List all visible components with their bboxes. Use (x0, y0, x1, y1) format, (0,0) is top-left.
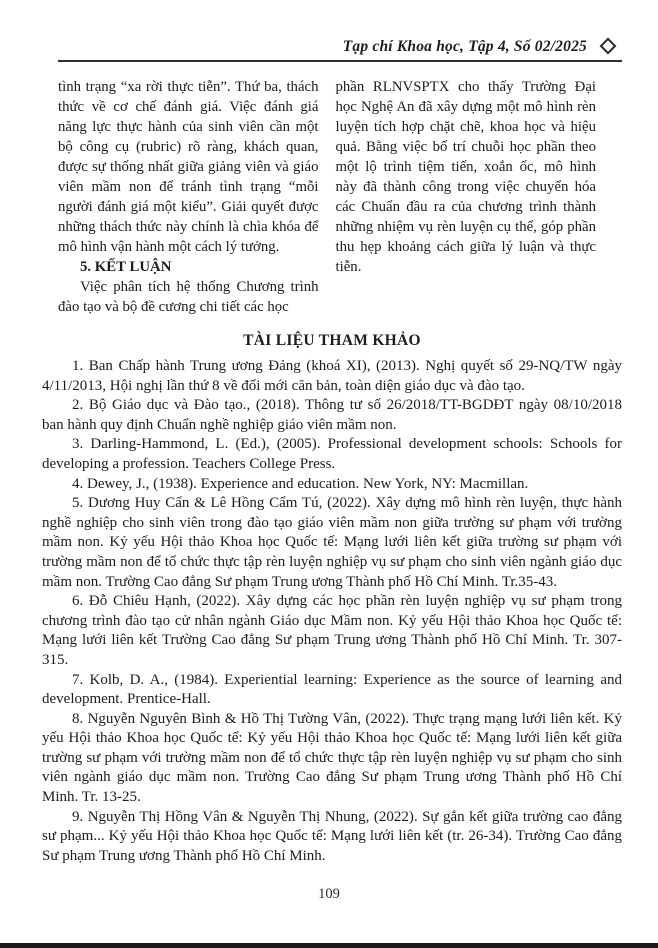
references-heading: TÀI LIỆU THAM KHẢO (243, 332, 421, 349)
page-number: 109 (318, 886, 340, 902)
reference-item: 3. Darling-Hammond, L. (Ed.), (2005). Professional development schools: Schools for developing a profession. Teachers College Press. (42, 436, 622, 472)
body-paragraph: tình trạng “xa rời thực tiễn”. Thứ ba, thách thức về cơ chế đánh giá. Việc đánh giá năng lực thực hành của sinh viên cần một bộ công cụ (rubric) rõ ràng, khách quan, được sự thống nhất giữa giảng viên và giáo viên mầm non để tránh tình trạng “mỗi người đánh giá một kiểu”. Giải quyết được những thách thức này chính là chìa khóa để mô hình vận hành một cách lý tưởng. (58, 79, 319, 255)
reference-item: 7. Kolb, D. A., (1984). Experiential learning: Experience as the source of learning and development. Prentice-Hall. (42, 671, 622, 708)
right-column (336, 77, 597, 317)
reference-item: 1. Ban Chấp hành Trung ương Đảng (khoá XI), (2013). Nghị quyết số 29-NQ/TW ngày 4/11/2013, Hội nghị lần thứ 8 về đổi mới căn bản, toàn diện giáo dục và đào tạo. (42, 358, 622, 394)
journal-header-title: Tạp chí Khoa học, Tập 4, Số 02/2025 (342, 38, 587, 55)
page-header (58, 37, 622, 62)
references-list (42, 357, 622, 866)
page-footer (0, 886, 658, 903)
body-paragraph: phần RLNVSPTX cho thấy Trường Đại học Nghệ An đã xây dựng một mô hình rèn luyện tích hợp chặt chẽ, khoa học và hiệu quả. Bằng việc bố trí chuỗi học phần theo một lộ trình tiệm tiến, xoắn ốc, mô hình này đã thành công trong việc chuyển hóa các Chuẩn đầu ra của chương trình thành những nhiệm vụ rèn luyện cụ thể, góp phần thu hẹp khoảng cách giữa lý luận và thực tiễn. (335, 79, 596, 275)
two-column-body (58, 77, 596, 317)
left-column (58, 77, 319, 317)
reference-item: 4. Dewey, J., (1938). Experience and education. New York, NY: Macmillan. (72, 475, 529, 492)
reference-item: 5. Dương Huy Cẩn & Lê Hồng Cẩm Tú, (2022). Xây dựng mô hình rèn luyện, thực hành nghề nghiệp cho sinh viên trong đào tạo giáo viên mầm non giữa trường sư phạm với trường mầm non. Kỷ yếu Hội thảo Khoa học Quốc tế: Mạng lưới liên kết giữa trường sư phạm với trường mầm non để tổ chức thực tập rèn luyện nghiệp vụ sư phạm cho sinh viên ngành giáo dục mầm non. Trường Cao đẳng Sư phạm Trung ương Thành phố Hồ Chí Minh. Tr.35-43. (42, 495, 622, 590)
reference-item: 2. Bộ Giáo dục và Đào tạo., (2018). Thông tư số 26/2018/TT-BGDĐT ngày 08/10/2018 ban hành quy định Chuẩn nghề nghiệp giáo viên mầm non. (42, 397, 622, 433)
scan-edge-artifact (0, 943, 658, 948)
reference-item: 8. Nguyễn Nguyên Bình & Hồ Thị Tường Vân, (2022). Thực trạng mạng lưới liên kết. Kỷ yếu Hội thảo Khoa học Quốc tế: Kỷ yếu Hội thảo Khoa học Quốc tế: Mạng lưới liên kết giữa trường sư phạm với trường mầm non để tổ chức thực tập rèn luyện nghiệp vụ sư phạm cho sinh viên ngành giáo dục mầm non. Trường Cao đẳng Sư phạm Trung ương Thành phố Hồ Chí Minh. Tr. 13-25. (42, 710, 622, 806)
page-content (42, 0, 622, 866)
body-paragraph: Việc phân tích hệ thống Chương trình đào tạo và bộ đề cương chi tiết các học (58, 279, 319, 315)
section-heading-conclusion: 5. KẾT LUẬN (80, 259, 172, 275)
diamond-icon (600, 37, 617, 54)
reference-item: 9. Nguyễn Thị Hồng Vân & Nguyễn Thị Nhung, (2022). Sự gắn kết giữa trường cao đẳng sư phạm... Kỷ yếu Hội thảo Khoa học Quốc tế: Mạng lưới liên kết (tr. 26-34). Trường Cao đẳng Sư phạm Trung ương Thành phố Hồ Chí Minh. (42, 808, 622, 864)
reference-item: 6. Đỗ Chiêu Hạnh, (2022). Xây dựng các học phần rèn luyện nghiệp vụ sư phạm trong chương trình đào tạo cử nhân ngành Giáo dục Mầm non. Kỷ yếu Hội thảo Khoa học Quốc tế: Mạng lưới liên kết Trường Cao đẳng Sư phạm Trung ương Thành phố Hồ Chí Minh. Tr. 307-315. (42, 593, 622, 668)
